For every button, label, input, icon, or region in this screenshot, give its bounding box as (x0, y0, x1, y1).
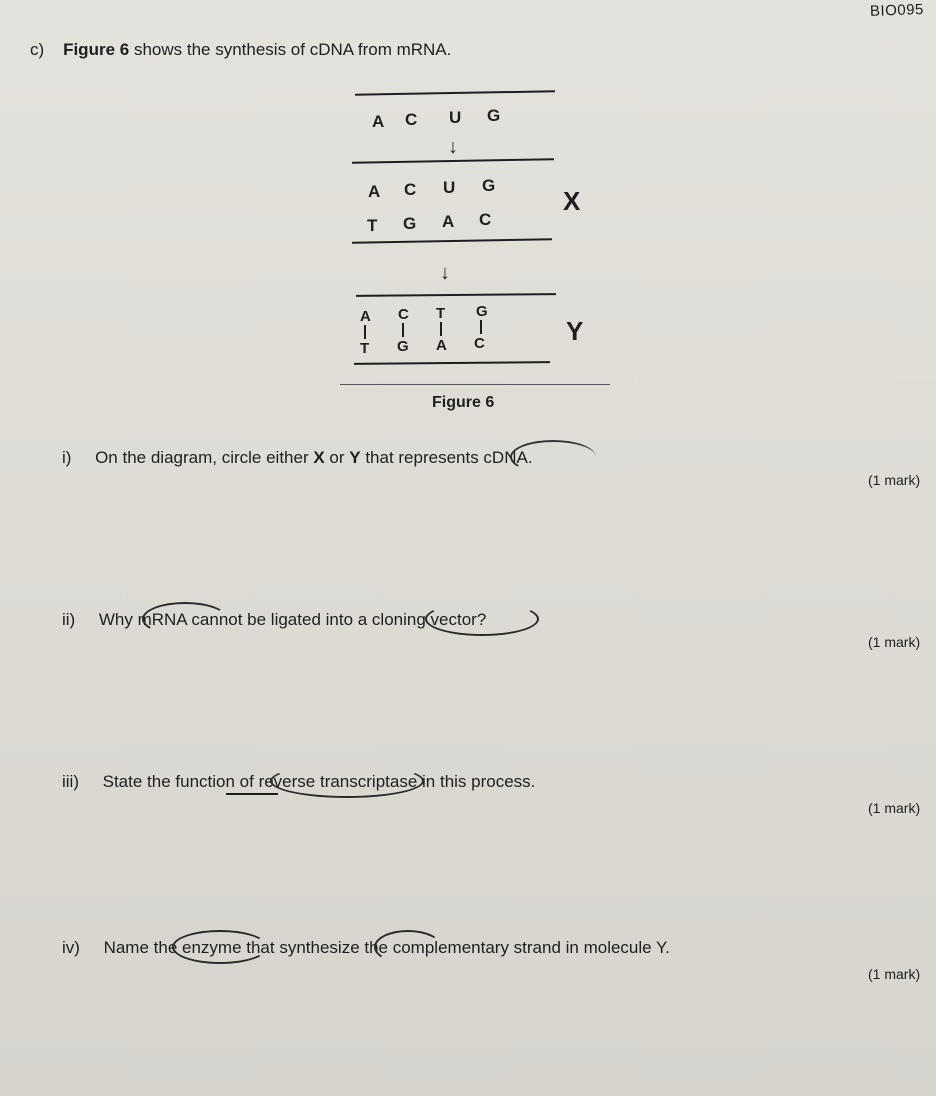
dsdna-bottom-base: T (360, 340, 370, 357)
down-arrow-icon: ↓ (440, 262, 450, 284)
mrna-base: A (372, 112, 385, 131)
question-ii (62, 610, 486, 630)
base-pair-bond (440, 322, 442, 336)
hybrid-top-base: C (404, 180, 417, 199)
question-i-x: X (313, 448, 325, 467)
question-ii-text: Why mRNA cannot be ligated into a cloning vector? (98, 610, 487, 629)
figure-divider (340, 384, 610, 385)
down-arrow-icon: ↓ (448, 136, 458, 158)
base-pair-bond (480, 320, 482, 334)
pen-circle-annotation (510, 440, 596, 474)
pen-circle-annotation (142, 602, 228, 636)
dsdna-bottom-line (354, 361, 550, 365)
dsdna-bottom-base: C (474, 335, 485, 352)
question-i-number: i) (62, 448, 72, 467)
question-i-text-b: or (324, 448, 350, 467)
pen-circle-annotation (374, 930, 442, 964)
question-i-text-c: that represents cDNA. (360, 448, 533, 467)
dsdna-top-line (356, 293, 556, 297)
question-i-text-a: On the diagram, circle either (95, 448, 314, 467)
hybrid-top-base: U (443, 178, 456, 197)
hybrid-bottom-base: C (479, 210, 492, 229)
dsdna-bottom-base: G (397, 338, 409, 355)
dsdna-bottom-base: A (436, 337, 447, 354)
base-pair-bond (402, 323, 404, 337)
mark-iii: (1 mark) (868, 800, 921, 816)
hybrid-top-base: A (368, 182, 381, 201)
question-c-intro (30, 40, 451, 60)
question-iii-number: iii) (62, 772, 79, 791)
paper-code: BIO095 (869, 1, 925, 20)
label-x: X (563, 186, 581, 216)
base-pair-bond (364, 325, 366, 339)
question-ii-number: ii) (62, 610, 76, 629)
label-y: Y (566, 316, 584, 346)
dsdna-top-base: T (436, 305, 446, 322)
mrna-base: C (405, 110, 418, 129)
mark-ii: (1 mark) (868, 634, 921, 650)
mark-i: (1 mark) (868, 472, 921, 488)
hybrid-bottom-base: A (442, 212, 455, 231)
figure-caption: Figure 6 (432, 394, 495, 411)
mrna-base: U (449, 108, 462, 127)
question-iv (62, 938, 670, 958)
pen-circle-annotation (172, 930, 268, 964)
dsdna-top-base: G (476, 303, 488, 320)
question-i-y: Y (349, 448, 361, 467)
question-c-intro-text: shows the synthesis of cDNA from mRNA. (133, 40, 452, 59)
dsdna-top-base: C (398, 306, 409, 323)
hybrid-top-base: G (482, 176, 496, 195)
mrna-line (355, 90, 555, 95)
pen-underline-annotation (226, 793, 278, 795)
question-iii-text: State the function of reverse transcriptase in this process. (102, 772, 536, 791)
pen-circle-annotation (270, 764, 424, 798)
dsdna-top-base: A (360, 308, 371, 325)
question-c-figure-ref: Figure 6 (63, 40, 130, 59)
mrna-base: G (487, 106, 501, 125)
question-i (62, 448, 533, 468)
hybrid-top-line (352, 158, 554, 164)
question-iv-number: iv) (62, 938, 80, 957)
hybrid-bottom-base: G (403, 214, 417, 233)
question-c-label: c) (30, 40, 45, 59)
hybrid-bottom-line (352, 238, 552, 243)
hybrid-bottom-base: T (367, 216, 378, 235)
mark-iv: (1 mark) (868, 966, 921, 982)
pen-circle-annotation (425, 602, 539, 636)
question-iv-text: Name the enzyme that synthesize the complementary strand in molecule Y. (103, 938, 670, 957)
